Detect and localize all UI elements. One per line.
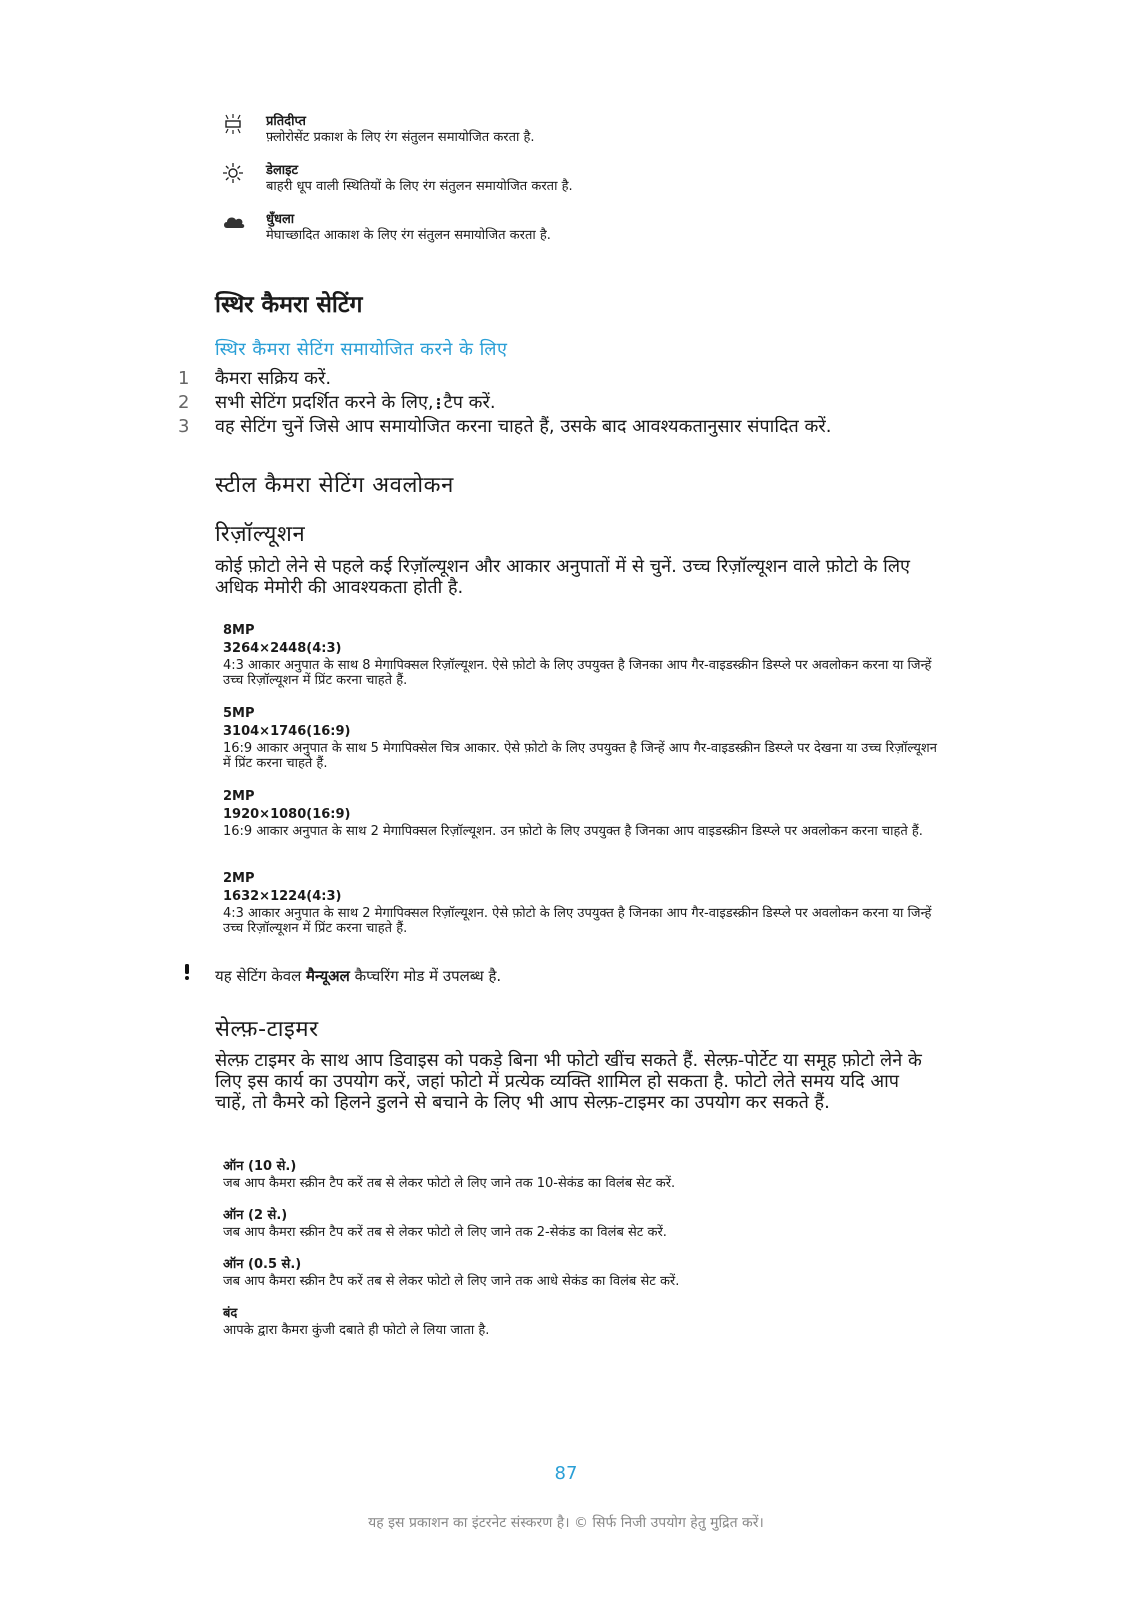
self-timer-intro: सेल्फ़ टाइमर के साथ आप डिवाइस को पकड़े बिना भी फोटो खींच सकते हैं. सेल्फ़-पोर्टेट या समूह फ़ोटो लेने के लिए इस कार्य का उपयोग करें, जहां फोटो में प्रत्येक व्यक्ति शामिल हो सकता है. फोटो लेते समय यदि आप चाहें, तो कैमरे को हिलने डुलने से बचाने के लिए भी आप सेल्फ़-टाइमर का उपयोग कर सकते हैं. (215, 1050, 922, 1113)
note-bold: मैन्यूअल (306, 967, 350, 985)
steps-list (178, 368, 898, 437)
step-item (178, 368, 898, 389)
wb-title: धुँधला (266, 212, 295, 227)
step-text (215, 392, 895, 413)
note-text: यह सेटिंग केवल मैन्यूअल कैप्चरिंग मोड में उपलब्ध है. (215, 967, 502, 985)
step-number: 1 (178, 368, 190, 389)
resolution-intro: कोई फ़ोटो लेने से पहले कई रिज़ॉल्यूशन और आकार अनुपातों में से चुनें. उच्च रिज़ॉल्यूशन वाले फ़ोटो के लिए अधिक मेमोरी की आवश्यकता होती है. (215, 556, 910, 598)
howto-title: स्थिर कैमरा सेटिंग समायोजित करने के लिए (215, 339, 508, 360)
more-options-icon (437, 397, 441, 410)
overview-title: स्टील कैमरा सेटिंग अवलोकन (215, 473, 454, 498)
page-number: 87 (554, 1463, 578, 1484)
step-item (178, 416, 898, 437)
option-mp: 5MP (223, 706, 255, 721)
option-mp: 8MP (223, 623, 255, 638)
self-timer-title: सेल्फ़-टाइमर (215, 1017, 319, 1042)
option-size: 3264×2448(4:3) (223, 641, 342, 656)
timer-option (223, 1305, 943, 1338)
option-size: 3104×1746(16:9) (223, 724, 351, 739)
option-mp: 2MP (223, 789, 255, 804)
option-size: 1920×1080(16:9) (223, 807, 351, 822)
wb-title: प्रतिदीप्त (266, 114, 306, 129)
resolution-option (223, 705, 943, 771)
option-title: ऑन (2 से.) (223, 1208, 288, 1223)
option-description: 16:9 आकार अनुपात के साथ 5 मेगापिक्सेल चित्र आकार. ऐसे फ़ोटो के लिए उपयुक्त है जिन्हें आप गैर-वाइडस्क्रीन डिस्प्ले पर देखना या उच्च रिज़ॉल्यूशन में प्रिंट करना चाहते हैं. (223, 741, 937, 771)
timer-option (223, 1158, 943, 1191)
resolution-option (223, 788, 943, 839)
option-description: जब आप कैमरा स्क्रीन टैप करें तब से लेकर फोटो ले लिए जाने तक 10-सेकंड का विलंब सेट करें. (223, 1176, 676, 1191)
step-text: कैमरा सक्रिय करें. (215, 368, 332, 389)
option-title: बंद (223, 1306, 238, 1321)
option-description: जब आप कैमरा स्क्रीन टैप करें तब से लेकर फोटो ले लिए जाने तक 2-सेकंड का विलंब सेट करें. (223, 1225, 667, 1240)
step-number: 2 (178, 392, 190, 413)
option-description: जब आप कैमरा स्क्रीन टैप करें तब से लेकर फोटो ले लिए जाने तक आधे सेकंड का विलंब सेट करें. (223, 1274, 680, 1289)
wb-description: बाहरी धूप वाली स्थितियों के लिए रंग संतुलन समायोजित करता है. (266, 179, 573, 194)
step-text-after: टैप करें. (443, 392, 496, 413)
cloudy-icon (222, 211, 246, 235)
resolution-option (223, 622, 943, 688)
warning-icon (183, 962, 191, 982)
timer-option (223, 1256, 943, 1289)
option-size: 1632×1224(4:3) (223, 889, 342, 904)
option-description: 4:3 आकार अनुपात के साथ 2 मेगापिक्सल रिज़ॉल्यूशन. ऐसे फ़ोटो के लिए उपयुक्त है जिनका आप गैर-वाइडस्क्रीन डिस्प्ले पर अवलोकन करना या जिन्हें उच्च रिज़ॉल्यूशन में प्रिंट करना चाहते हैं. (223, 906, 932, 936)
option-title: ऑन (10 से.) (223, 1159, 297, 1174)
timer-option (223, 1207, 943, 1240)
option-mp: 2MP (223, 871, 255, 886)
option-title: ऑन (0.5 से.) (223, 1257, 302, 1272)
step-number: 3 (178, 416, 190, 437)
option-description: आपके द्वारा कैमरा कुंजी दबाते ही फोटो ले लिया जाता है. (223, 1323, 490, 1338)
step-item (178, 392, 898, 413)
section-title: स्थिर कैमरा सेटिंग (215, 292, 363, 318)
resolution-title: रिज़ॉल्यूशन (215, 522, 306, 547)
wb-title: डेलाइट (266, 163, 299, 178)
wb-description: मेघाच्छादित आकाश के लिए रंग संतुलन समायोजित करता है. (266, 228, 551, 243)
wb-description: फ़्लोरोसेंट प्रकाश के लिए रंग संतुलन समायोजित करता है. (266, 130, 535, 145)
daylight-icon (222, 162, 246, 186)
footer-note: यह इस प्रकाशन का इंटरनेट संस्करण है। © सिर्फ निजी उपयोग हेतु मुद्रित करें। (368, 1515, 764, 1531)
option-description: 16:9 आकार अनुपात के साथ 2 मेगापिक्सल रिज़ॉल्यूशन. उन फ़ोटो के लिए उपयुक्त है जिनका आप वाइडस्क्रीन डिस्प्ले पर अवलोकन करना चाहते हैं. (223, 824, 923, 839)
step-text: वह सेटिंग चुनें जिसे आप समायोजित करना चाहते हैं, उसके बाद आवश्यकतानुसार संपादित करें. (215, 416, 832, 437)
resolution-option (223, 870, 943, 936)
fluorescent-icon (222, 113, 246, 137)
option-description: 4:3 आकार अनुपात के साथ 8 मेगापिक्सल रिज़ॉल्यूशन. ऐसे फ़ोटो के लिए उपयुक्त है जिनका आप गैर-वाइडस्क्रीन डिस्प्ले पर अवलोकन करना या जिन्हें उच्च रिज़ॉल्यूशन में प्रिंट करना चाहते हैं. (223, 658, 932, 688)
step-text-before: सभी सेटिंग प्रदर्शित करने के लिए, (215, 392, 434, 413)
